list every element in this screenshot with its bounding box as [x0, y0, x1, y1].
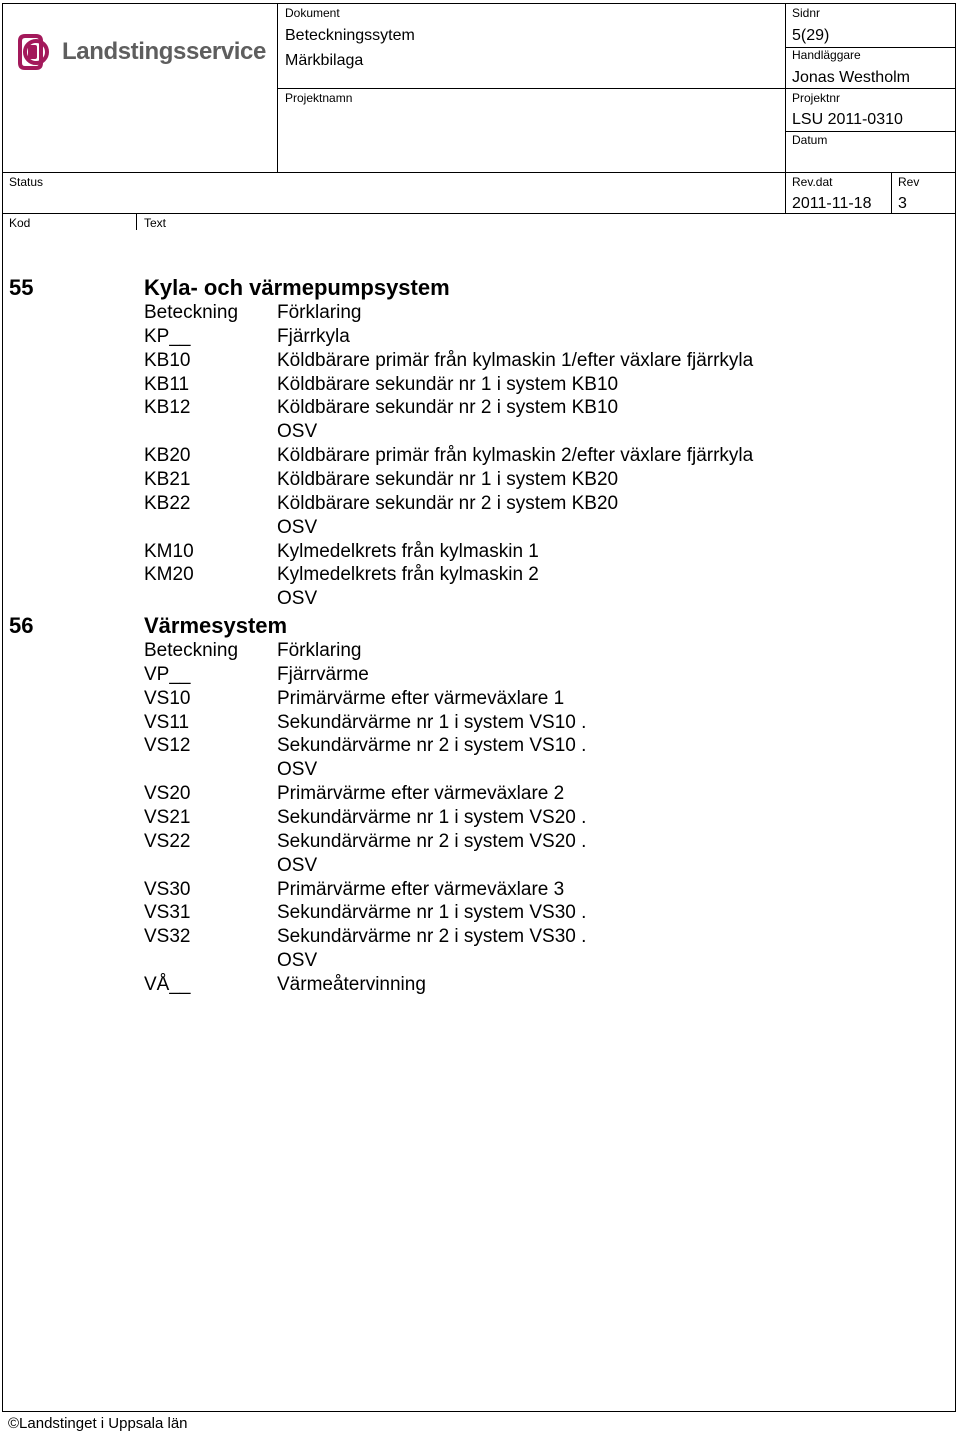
designation-description: Sekundärvärme nr 1 i system VS20 . — [277, 807, 587, 828]
designation-code: VS32 — [144, 926, 191, 947]
handlaggare-value: Jonas Westholm — [792, 69, 910, 86]
designation-description: Sekundärvärme nr 2 i system VS20 . — [277, 831, 587, 852]
sidnr-value: 5(29) — [792, 27, 830, 44]
designation-description: Köldbärare primär från kylmaskin 1/efter växlare fjärrkyla — [277, 350, 754, 371]
dokument-label: Dokument — [285, 6, 340, 20]
designation-code: KB12 — [144, 397, 191, 418]
header-rule-projekt — [277, 88, 956, 89]
revdat-value: 2011-11-18 — [792, 195, 872, 212]
landstingsservice-logo-icon — [14, 32, 54, 72]
column-header-code: Beteckning — [144, 640, 239, 661]
designation-code: KB10 — [144, 350, 191, 371]
designation-code: VS12 — [144, 735, 191, 756]
header-rule-projektnr — [785, 131, 956, 132]
designation-code: KM10 — [144, 541, 194, 562]
designation-description: Sekundärvärme nr 2 i system VS10 . — [277, 735, 587, 756]
revdat-label: Rev.dat — [792, 175, 833, 189]
designation-code: VS20 — [144, 783, 191, 804]
designation-code: VP__ — [144, 664, 191, 685]
designation-description: Kylmedelkrets från kylmaskin 1 — [277, 541, 539, 562]
logo-text: Landstingsservice — [62, 38, 266, 65]
section-number: 55 — [9, 275, 34, 300]
designation-description: Köldbärare sekundär nr 1 i system KB20 — [277, 469, 619, 490]
section-title: Kyla- och värmepumpsystem — [144, 275, 450, 300]
text-label: Text — [144, 216, 167, 230]
projektnamn-label: Projektnamn — [285, 91, 353, 105]
kod-label: Kod — [9, 216, 31, 230]
designation-code: VS21 — [144, 807, 191, 828]
column-header-description: Förklaring — [277, 640, 362, 661]
designation-description: OSV — [277, 950, 318, 971]
designation-description: Sekundärvärme nr 1 i system VS30 . — [277, 902, 587, 923]
footer-copyright: ©Landstinget i Uppsala län — [8, 1415, 188, 1432]
designation-description: Fjärrvärme — [277, 664, 369, 685]
designation-description: OSV — [277, 421, 318, 442]
designation-description: Köldbärare sekundär nr 2 i system KB20 — [277, 493, 619, 514]
sidnr-label: Sidnr — [792, 6, 821, 20]
designation-code: VS11 — [144, 712, 190, 733]
designation-description: Köldbärare primär från kylmaskin 2/efter växlare fjärrkyla — [277, 445, 754, 466]
status-label: Status — [9, 175, 44, 189]
designation-description: Kylmedelkrets från kylmaskin 2 — [277, 564, 539, 585]
designation-code: VS10 — [144, 688, 191, 709]
designation-code: VS31 — [144, 902, 191, 923]
header-divider-rev — [891, 172, 892, 213]
designation-description: Sekundärvärme nr 2 i system VS30 . — [277, 926, 587, 947]
datum-label: Datum — [792, 133, 828, 147]
section-number: 56 — [9, 613, 34, 638]
logo — [14, 32, 266, 72]
rev-label: Rev — [898, 175, 920, 189]
designation-description: OSV — [277, 517, 318, 538]
designation-description: OSV — [277, 759, 318, 780]
header-divider-right — [785, 3, 786, 213]
designation-description: Köldbärare sekundär nr 1 i system KB10 — [277, 374, 619, 395]
designation-code: KB20 — [144, 445, 191, 466]
designation-code: KB22 — [144, 493, 191, 514]
dokument-title: Beteckningssytem — [285, 27, 415, 44]
designation-description: Sekundärvärme nr 1 i system VS10 . — [277, 712, 587, 733]
designation-description: Köldbärare sekundär nr 2 i system KB10 — [277, 397, 619, 418]
designation-description: Primärvärme efter värmeväxlare 3 — [277, 879, 565, 900]
designation-code: KM20 — [144, 564, 194, 585]
designation-code: VÅ__ — [144, 974, 191, 995]
designation-description: OSV — [277, 588, 318, 609]
section-title: Värmesystem — [144, 613, 288, 638]
designation-code: KP__ — [144, 326, 191, 347]
designation-description: Fjärrkyla — [277, 326, 350, 347]
designation-description: Primärvärme efter värmeväxlare 1 — [277, 688, 565, 709]
dokument-subtitle: Märkbilaga — [285, 52, 364, 69]
header-rule-status — [2, 172, 956, 173]
column-header-code: Beteckning — [144, 302, 239, 323]
designation-description: OSV — [277, 855, 318, 876]
column-header-description: Förklaring — [277, 302, 362, 323]
handlaggare-label: Handläggare — [792, 48, 861, 62]
projektnr-value: LSU 2011-0310 — [792, 111, 903, 128]
designation-code: VS30 — [144, 879, 191, 900]
designation-code: VS22 — [144, 831, 191, 852]
designation-description: Primärvärme efter värmeväxlare 2 — [277, 783, 565, 804]
projektnr-label: Projektnr — [792, 91, 841, 105]
rev-value: 3 — [898, 195, 907, 212]
designation-code: KB21 — [144, 469, 191, 490]
designation-description: Värmeåtervinning — [277, 974, 426, 995]
header-divider-kod — [136, 213, 137, 230]
designation-code: KB11 — [144, 374, 190, 395]
